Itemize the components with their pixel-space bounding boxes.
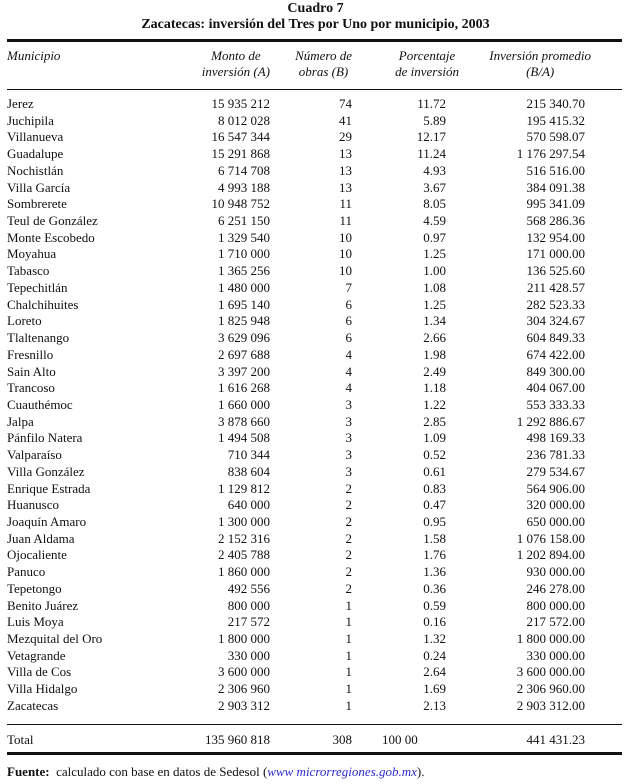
monto-cell: 838 604 [227, 463, 270, 479]
porcentaje-cell: 2.49 [423, 363, 446, 379]
monto-cell: 3 600 000 [218, 664, 270, 680]
porcentaje-cell: 1.69 [423, 681, 446, 697]
source-label: Fuente: [7, 764, 50, 779]
obras-cell: 6 [345, 313, 352, 329]
obras-cell: 74 [339, 96, 352, 111]
table-row [0, 447, 631, 464]
municipio-cell: Sombrerete [7, 196, 67, 212]
promedio-cell: 246 278.00 [526, 580, 585, 596]
obras-cell: 2 [345, 547, 352, 563]
table-row [0, 129, 631, 146]
obras-cell: 1 [345, 647, 352, 663]
porcentaje-cell: 1.22 [423, 396, 446, 412]
obras-cell: 1 [345, 597, 352, 613]
monto-cell: 2 306 960 [218, 681, 270, 697]
table-row [0, 146, 631, 163]
municipio-cell: Vetagrande [7, 647, 66, 663]
municipio-cell: Jerez [7, 96, 34, 111]
monto-cell: 1 695 140 [218, 296, 270, 312]
obras-cell: 3 [345, 396, 352, 412]
porcentaje-cell: 12.17 [416, 129, 446, 145]
obras-cell: 1 [345, 631, 352, 647]
municipio-cell: Villa Hidalgo [7, 681, 78, 697]
municipio-cell: Huanusco [7, 497, 59, 513]
header-line: Porcentaje [398, 48, 456, 63]
monto-cell: 1 825 948 [218, 313, 270, 329]
table-row [0, 414, 631, 431]
monto-cell: 6 714 708 [218, 162, 270, 178]
municipio-cell: Joaquín Amaro [7, 514, 87, 529]
municipio-cell: Panuco [7, 564, 46, 580]
header-line: inversión (A) [201, 64, 270, 79]
obras-cell: 11 [339, 196, 352, 212]
header-line: Inversión promedio [489, 48, 591, 63]
source-text: calculado con base en datos de Sedesol ( [56, 764, 268, 779]
monto-cell: 1 860 000 [218, 564, 270, 580]
municipio-cell: Moyahua [7, 246, 57, 262]
promedio-cell: 384 091.38 [526, 179, 585, 195]
obras-cell: 13 [339, 179, 352, 195]
table-row [0, 96, 631, 113]
table-row [0, 564, 631, 581]
promedio-cell: 320 000.00 [526, 497, 585, 513]
monto-cell: 710 344 [227, 447, 270, 463]
monto-cell: 4 993 188 [218, 179, 270, 195]
obras-cell: 7 [345, 279, 352, 295]
promedio-cell: 1 292 886.67 [516, 413, 585, 429]
municipio-cell: Teul de González [7, 213, 98, 229]
header-line: Monto de [211, 48, 261, 63]
porcentaje-cell: 5.89 [423, 112, 446, 128]
obras-cell: 10 [339, 263, 352, 279]
promedio-cell: 404 067.00 [526, 380, 585, 396]
municipio-cell: Ojocaliente [7, 547, 67, 563]
table-row [0, 180, 631, 197]
monto-cell: 2 405 788 [218, 547, 270, 563]
municipio-cell: Villanueva [7, 129, 64, 145]
promedio-cell: 1 202 894.00 [516, 547, 585, 563]
municipio-cell: Trancoso [7, 380, 55, 396]
porcentaje-cell: 0.47 [423, 497, 446, 513]
obras-cell: 1 [345, 681, 352, 697]
promedio-cell: 553 333.33 [526, 396, 585, 412]
obras-cell: 2 [345, 514, 352, 529]
municipio-cell: Valparaíso [7, 447, 62, 463]
promedio-cell: 1 076 158.00 [516, 530, 585, 546]
table-row [0, 664, 631, 681]
monto-cell: 3 629 096 [218, 330, 270, 346]
promedio-cell: 564 906.00 [526, 480, 585, 496]
obras-cell: 1 [345, 697, 352, 713]
porcentaje-cell: 2.85 [423, 413, 446, 429]
header-promedio [489, 48, 591, 80]
promedio-cell: 171 000.00 [526, 246, 585, 262]
table-row [0, 246, 631, 263]
monto-cell: 3 397 200 [218, 363, 270, 379]
municipio-cell: Cuauthémoc [7, 396, 73, 412]
porcentaje-cell: 11.72 [417, 96, 446, 111]
obras-cell: 1 [345, 664, 352, 680]
monto-cell: 330 000 [227, 647, 270, 663]
monto-cell: 1 800 000 [218, 631, 270, 647]
obras-cell: 3 [345, 413, 352, 429]
porcentaje-cell: 4.59 [423, 213, 446, 229]
table-row [0, 113, 631, 130]
monto-cell: 492 556 [227, 580, 270, 596]
table-row [0, 531, 631, 548]
table-row [0, 514, 631, 531]
obras-cell: 4 [345, 346, 352, 362]
municipio-cell: Tepetongo [7, 580, 62, 596]
table-row [0, 547, 631, 564]
total-obras: 308 [332, 732, 352, 747]
table-row [0, 263, 631, 280]
table-row [0, 631, 631, 648]
table-title: Zacatecas: inversión del Tres por Uno por municipio, 2003 [141, 17, 490, 32]
header-line: (B/A) [526, 64, 555, 79]
table-row [0, 213, 631, 230]
promedio-cell: 516 516.00 [526, 162, 585, 178]
monto-cell: 800 000 [227, 597, 270, 613]
monto-cell: 8 012 028 [218, 112, 270, 128]
table-row [0, 163, 631, 180]
table-row [0, 380, 631, 397]
promedio-cell: 674 422.00 [526, 346, 585, 362]
porcentaje-cell: 1.09 [423, 430, 446, 446]
table-row [0, 364, 631, 381]
obras-cell: 4 [345, 380, 352, 396]
municipio-cell: Villa García [7, 179, 71, 195]
promedio-cell: 217 572.00 [526, 614, 585, 630]
monto-cell: 10 948 752 [211, 196, 270, 212]
obras-cell: 11 [339, 213, 352, 229]
header-line: Número de [295, 48, 352, 63]
porcentaje-cell: 1.36 [423, 564, 446, 580]
municipio-cell: Tlaltenango [7, 330, 70, 346]
porcentaje-cell: 1.58 [423, 530, 446, 546]
top-rule [7, 39, 622, 42]
header-rule [7, 89, 622, 90]
municipio-cell: Sain Alto [7, 363, 56, 379]
municipio-cell: Monte Escobedo [7, 229, 95, 245]
promedio-cell: 930 000.00 [526, 564, 585, 580]
monto-cell: 1 710 000 [218, 246, 270, 262]
monto-cell: 1 494 508 [218, 430, 270, 446]
municipio-cell: Villa González [7, 463, 85, 479]
table-row [0, 698, 631, 715]
municipio-cell: Luis Moya [7, 614, 64, 630]
monto-cell: 6 251 150 [218, 213, 270, 229]
promedio-cell: 304 324.67 [526, 313, 585, 329]
porcentaje-cell: 8.05 [423, 196, 446, 212]
porcentaje-cell: 0.24 [423, 647, 446, 663]
monto-cell: 1 129 812 [218, 480, 270, 496]
municipio-cell: Loreto [7, 313, 42, 329]
monto-cell: 15 291 868 [211, 146, 270, 162]
porcentaje-cell: 11.24 [417, 146, 446, 162]
porcentaje-cell: 1.98 [423, 346, 446, 362]
table-row [0, 397, 631, 414]
source-end: ). [416, 764, 425, 779]
header-obras [295, 48, 352, 80]
obras-cell: 13 [339, 146, 352, 162]
municipio-cell: Guadalupe [7, 146, 64, 162]
monto-cell: 640 000 [227, 497, 270, 513]
source-link[interactable]: www microrregiones.gob.mx [267, 764, 417, 779]
table-row [0, 313, 631, 330]
porcentaje-cell: 1.18 [423, 380, 446, 396]
obras-cell: 13 [339, 162, 352, 178]
promedio-cell: 498 169.33 [526, 430, 585, 446]
obras-cell: 3 [345, 430, 352, 446]
monto-cell: 2 152 316 [218, 530, 270, 546]
porcentaje-cell: 3.67 [423, 179, 446, 195]
bottom-rule [7, 752, 622, 755]
monto-cell: 1 300 000 [218, 514, 270, 529]
header-line: de inversión [395, 64, 459, 79]
municipio-cell: Benito Juárez [7, 597, 79, 613]
porcentaje-cell: 4.93 [423, 162, 446, 178]
promedio-cell: 330 000.00 [526, 647, 585, 663]
porcentaje-cell: 0.83 [423, 480, 446, 496]
obras-cell: 2 [345, 564, 352, 580]
monto-cell: 1 365 256 [218, 263, 270, 279]
table-row [0, 196, 631, 213]
table-row [0, 648, 631, 665]
obras-cell: 10 [339, 246, 352, 262]
table-row [0, 430, 631, 447]
porcentaje-cell: 2.13 [423, 697, 446, 713]
promedio-cell: 236 781.33 [526, 447, 585, 463]
header-monto [202, 48, 270, 80]
municipio-cell: Fresnillo [7, 346, 54, 362]
table-number: Cuadro 7 [287, 1, 344, 16]
municipio-cell: Tepechitlán [7, 279, 68, 295]
obras-cell: 2 [345, 480, 352, 496]
obras-cell: 2 [345, 497, 352, 513]
municipio-cell: Juan Aldama [7, 530, 75, 546]
header-line: obras (B) [298, 64, 349, 79]
table-row [0, 497, 631, 514]
porcentaje-cell: 1.76 [423, 547, 446, 563]
obras-cell: 4 [345, 363, 352, 379]
obras-cell: 3 [345, 463, 352, 479]
promedio-cell: 215 340.70 [526, 96, 585, 111]
porcentaje-cell: 1.32 [423, 631, 446, 647]
obras-cell: 6 [345, 330, 352, 346]
promedio-cell: 1 176 297.54 [516, 146, 585, 162]
promedio-cell: 1 800 000.00 [516, 631, 585, 647]
obras-cell: 10 [339, 229, 352, 245]
porcentaje-cell: 1.25 [423, 246, 446, 262]
total-rule [7, 724, 622, 725]
table-row [0, 581, 631, 598]
promedio-cell: 650 000.00 [526, 514, 585, 529]
obras-cell: 41 [339, 112, 352, 128]
total-promedio: 441 431.23 [526, 732, 585, 747]
porcentaje-cell: 1.00 [423, 263, 446, 279]
municipio-cell: Tabasco [7, 263, 50, 279]
monto-cell: 217 572 [227, 614, 270, 630]
municipio-cell: Juchipila [7, 112, 54, 128]
total-porcentaje: 100 00 [382, 732, 418, 747]
municipio-cell: Nochistlán [7, 162, 64, 178]
monto-cell: 1 660 000 [218, 396, 270, 412]
porcentaje-cell: 1.25 [423, 296, 446, 312]
table-row [0, 464, 631, 481]
municipio-cell: Zacatecas [7, 697, 59, 713]
table-row [0, 614, 631, 631]
porcentaje-cell: 1.08 [423, 279, 446, 295]
municipio-cell: Mezquital del Oro [7, 631, 103, 647]
monto-cell: 2 697 688 [218, 346, 270, 362]
table-row [0, 481, 631, 498]
monto-cell: 15 935 212 [211, 96, 270, 111]
promedio-cell: 136 525.60 [526, 263, 585, 279]
promedio-cell: 800 000.00 [526, 597, 585, 613]
table-row [0, 681, 631, 698]
obras-cell: 6 [345, 296, 352, 312]
monto-cell: 3 878 660 [218, 413, 270, 429]
table-row [0, 330, 631, 347]
promedio-cell: 132 954.00 [526, 229, 585, 245]
porcentaje-cell: 0.16 [423, 614, 446, 630]
table-row [0, 297, 631, 314]
porcentaje-cell: 2.64 [423, 664, 446, 680]
promedio-cell: 568 286.36 [526, 213, 585, 229]
promedio-cell: 3 600 000.00 [516, 664, 585, 680]
table-row [0, 230, 631, 247]
municipio-cell: Villa de Cos [7, 664, 72, 680]
source-note [7, 764, 425, 780]
promedio-cell: 2 903 312.00 [516, 697, 585, 713]
monto-cell: 1 616 268 [218, 380, 270, 396]
porcentaje-cell: 1.34 [423, 313, 446, 329]
municipio-cell: Jalpa [7, 413, 34, 429]
porcentaje-cell: 0.36 [423, 580, 446, 596]
municipio-cell: Chalchihuites [7, 296, 79, 312]
promedio-cell: 604 849.33 [526, 330, 585, 346]
promedio-cell: 211 428.57 [526, 279, 585, 295]
promedio-cell: 279 534.67 [526, 463, 585, 479]
promedio-cell: 849 300.00 [526, 363, 585, 379]
porcentaje-cell: 0.97 [423, 229, 446, 245]
promedio-cell: 570 598.07 [526, 129, 585, 145]
header-porcentaje [395, 48, 459, 80]
total-label: Total [7, 732, 34, 747]
table-row [0, 598, 631, 615]
total-row [0, 732, 631, 749]
porcentaje-cell: 0.61 [423, 463, 446, 479]
promedio-cell: 282 523.33 [526, 296, 585, 312]
porcentaje-cell: 0.59 [423, 597, 446, 613]
monto-cell: 1 480 000 [218, 279, 270, 295]
monto-cell: 1 329 540 [218, 229, 270, 245]
promedio-cell: 995 341.09 [526, 196, 585, 212]
header-municipio: Municipio [7, 48, 61, 63]
promedio-cell: 195 415.32 [526, 112, 585, 128]
porcentaje-cell: 0.95 [423, 514, 446, 529]
promedio-cell: 2 306 960.00 [516, 681, 585, 697]
monto-cell: 2 903 312 [218, 697, 270, 713]
table-row [0, 280, 631, 297]
porcentaje-cell: 2.66 [423, 330, 446, 346]
obras-cell: 2 [345, 580, 352, 596]
municipio-cell: Enrique Estrada [7, 480, 91, 496]
monto-cell: 16 547 344 [211, 129, 270, 145]
municipio-cell: Pánfilo Natera [7, 430, 83, 446]
obras-cell: 3 [345, 447, 352, 463]
obras-cell: 29 [339, 129, 352, 145]
obras-cell: 2 [345, 530, 352, 546]
total-monto: 135 960 818 [205, 732, 270, 747]
porcentaje-cell: 0.52 [423, 447, 446, 463]
table-row [0, 347, 631, 364]
obras-cell: 1 [345, 614, 352, 630]
